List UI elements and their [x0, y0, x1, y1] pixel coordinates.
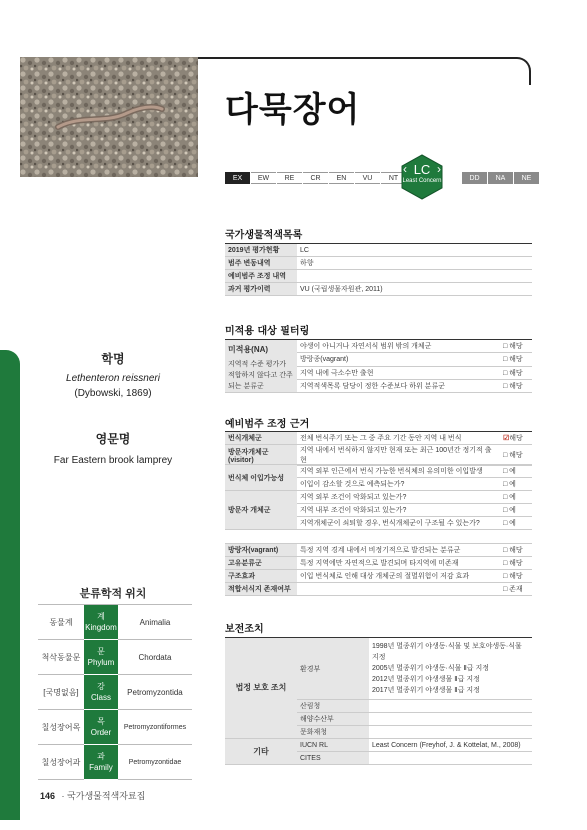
row-label: IUCN RL: [297, 739, 369, 752]
filter-table: [225, 339, 532, 393]
side-tab: [0, 350, 20, 820]
status-ex: EX: [225, 172, 250, 184]
row-value: [369, 700, 532, 713]
checkbox[interactable]: □ 해당: [500, 557, 532, 570]
conservation-table: [225, 637, 532, 765]
national-list-title: 국가생물적색목록: [225, 230, 303, 241]
extra-table: [225, 543, 532, 596]
row-label: 방랑자(vagrant): [225, 544, 297, 557]
scientific-name-label: 학명: [101, 352, 125, 366]
status-dd: DD: [462, 172, 487, 184]
table-row: [225, 557, 532, 570]
row-label: 과거 평가이력: [225, 283, 297, 296]
rank-en: Family: [89, 763, 113, 772]
page-number: 146: [40, 791, 56, 801]
row-text: 방랑종(vagrant): [297, 353, 500, 366]
row-value: Least Concern (Freyhof, J. & Kottelat, M., 2008): [369, 739, 532, 752]
row-text: 전체 번식주기 또는 그 중 주요 기간 동안 지역 내 번식: [297, 432, 500, 445]
table-row: [225, 491, 532, 504]
rank-ko: 강: [97, 682, 105, 691]
immigration-label: 번식체 이입가능성: [225, 465, 297, 491]
checkbox[interactable]: □ 해당: [500, 353, 532, 366]
page-title: 다묵장어: [225, 90, 361, 130]
adjust-table: [225, 431, 532, 466]
row-text: 특정 지역에만 자연적으로 발견되며 타지역에 미존재: [297, 557, 500, 570]
row-label: 예비범주 조정 내역: [225, 270, 297, 283]
checkbox[interactable]: □ 존재: [500, 583, 532, 596]
header-frame-line: [198, 57, 531, 85]
taxonomy-row: [38, 605, 192, 640]
checkbox-checked[interactable]: [500, 432, 532, 445]
row-text: 지역 외부 인근에서 번식 가능한 번식체의 유의미한 이입발생: [297, 465, 500, 478]
row-label: 범주 변동내역: [225, 257, 297, 270]
env-label: 환경부: [297, 638, 369, 700]
status-lc-code: LC: [413, 162, 431, 177]
taxonomy-rank: [84, 675, 118, 710]
row-text: 지역 내에 극소수만 출현: [297, 366, 500, 379]
checkbox[interactable]: □ 해당: [500, 366, 532, 379]
checkbox[interactable]: □ 해당: [500, 445, 532, 466]
row-value: 하향: [297, 257, 532, 270]
status-nt: NT: [381, 172, 406, 184]
chevron-right-icon: ›: [437, 162, 441, 176]
row-label: 구조효과: [225, 570, 297, 583]
scientific-name-block: [38, 350, 188, 399]
visitor-label: 방문자 개체군: [225, 491, 297, 530]
footer-dot: ·: [61, 791, 65, 801]
taxonomy-rank: [84, 710, 118, 745]
checkbox[interactable]: □ 예: [500, 491, 532, 504]
national-list-table: [225, 243, 532, 296]
status-lc-label: Least Concern: [402, 178, 442, 184]
taxonomy-row: [38, 710, 192, 745]
taxonomy-title: 분류학적 위치: [79, 588, 147, 600]
status-ew: EW: [251, 172, 276, 184]
filter-side: [225, 340, 297, 393]
row-label: 문화재청: [297, 726, 369, 739]
row-text: 특정 지역 경계 내에서 비정기적으로 발견되는 분류군: [297, 544, 500, 557]
chevron-left-icon: ‹: [403, 162, 407, 176]
row-text: 지역 내부 조건이 악화되고 있는가?: [297, 504, 500, 517]
checkbox[interactable]: □ 예: [500, 478, 532, 491]
legal-label: 법정 보호 조치: [225, 638, 297, 739]
status-vu: VU: [355, 172, 380, 184]
status-category-bar: [225, 172, 540, 184]
taxonomy-ko: [국명없음]: [38, 675, 84, 710]
rank-en: Order: [90, 728, 112, 737]
species-photo: [20, 57, 198, 177]
row-value: [297, 270, 532, 283]
filter-title: 미적용 대상 필터링: [225, 326, 310, 337]
hexagon-icon: [399, 154, 445, 200]
table-row: [225, 432, 532, 445]
row-text: 지역적색목록 담당이 정한 수준보다 하위 분류군: [297, 379, 500, 392]
checkbox[interactable]: □ 예: [500, 517, 532, 530]
taxonomy-row: [38, 640, 192, 675]
filter-side-head: 미적용(NA): [228, 345, 269, 354]
table-row: [225, 270, 532, 283]
checkbox[interactable]: □ 해당: [500, 570, 532, 583]
env-line: 2017년 멸종위기 야생생물 Ⅱ급 지정: [372, 687, 480, 694]
taxonomy-value: Animalia: [118, 605, 192, 640]
row-value: VU (국립생물자원관, 2011): [297, 283, 532, 296]
row-value: [369, 726, 532, 739]
taxonomy-ko: 칠성장어목: [38, 710, 84, 745]
table-row: [225, 340, 532, 353]
env-line: 2005년 멸종위기 야생동·식물 Ⅱ급 지정: [372, 665, 490, 672]
table-row: [225, 445, 532, 466]
scientific-name: Lethenteron reissneri: [66, 373, 160, 384]
taxonomy-value: Petromyzontidae: [118, 745, 192, 780]
row-label: 번식개체군: [225, 432, 297, 445]
row-text: 야생이 아니거나 자연서식 범위 밖의 개체군: [297, 340, 500, 353]
row-text: 이입이 감소할 것으로 예측되는가?: [297, 478, 500, 491]
row-text: 이입 번식체로 인해 대상 개체군의 절멸위험이 저감 효과: [297, 570, 500, 583]
rank-ko: 문: [97, 647, 105, 656]
table-row: [225, 257, 532, 270]
taxonomy-rank: [84, 605, 118, 640]
checkbox[interactable]: □ 예: [500, 465, 532, 478]
filter-side-text: 지역적 수준 평가가 적합하지 않다고 간주되는 분류군: [228, 361, 293, 390]
table-row: [225, 638, 532, 700]
row-label: 해양수산부: [297, 713, 369, 726]
status-na: NA: [488, 172, 513, 184]
row-value: LC: [297, 244, 532, 257]
row-label: 방문자개체군(visitor): [225, 445, 297, 466]
rank-en: Phylum: [87, 658, 115, 667]
env-line: 2012년 멸종위기 야생생물 Ⅱ급 지정: [372, 676, 480, 683]
row-value: [369, 713, 532, 726]
taxonomy-value: Chordata: [118, 640, 192, 675]
rank-ko: 목: [97, 717, 105, 726]
env-line: 1998년 멸종위기 야생동·식물 및 보호야생동·식물 지정: [372, 643, 522, 661]
page-footer: [40, 789, 145, 802]
english-name: Far Eastern brook lamprey: [53, 455, 173, 466]
taxonomy-ko: 척삭동물문: [38, 640, 84, 675]
rank-en: Class: [90, 693, 111, 702]
table-row: [225, 244, 532, 257]
taxonomy-table: [38, 604, 192, 780]
table-row: [225, 283, 532, 296]
status-lc-badge: [399, 154, 445, 200]
row-value: [369, 752, 532, 765]
taxonomy-row: [38, 675, 192, 710]
table-row: [225, 465, 532, 478]
status-cr: CR: [303, 172, 328, 184]
immigration-table: [225, 464, 532, 530]
taxonomy-ko: 칠성장어과: [38, 745, 84, 780]
status-ne: NE: [514, 172, 539, 184]
checkmark-icon: ☑: [503, 435, 510, 442]
checkbox[interactable]: □ 해당: [500, 379, 532, 392]
row-label: 2019년 평가현황: [225, 244, 297, 257]
checkbox[interactable]: □ 해당: [500, 544, 532, 557]
rank-en: Kingdom: [85, 623, 117, 632]
taxonomy-rank: [84, 640, 118, 675]
status-en: EN: [329, 172, 354, 184]
taxonomy-row: [38, 745, 192, 780]
taxonomy-ko: 동물계: [38, 605, 84, 640]
taxonomy-rank: [84, 745, 118, 780]
checkbox-label: 해당: [509, 435, 523, 442]
row-label: 적합서식지 존재여부: [225, 583, 297, 596]
rank-ko: 과: [97, 752, 105, 761]
row-text: 지역개체군이 쇠퇴할 경우, 번식개체군이 구조될 수 있는가?: [297, 517, 500, 530]
english-name-label: 영문명: [95, 432, 131, 446]
row-text: 지역 내에서 번식하지 않지만 현재 또는 최근 100년간 정기적 출현: [297, 445, 500, 466]
rank-ko: 계: [97, 612, 105, 621]
taxonomy-value: Petromyzontida: [118, 675, 192, 710]
table-row: [225, 583, 532, 596]
adjust-title: 예비범주 조정 근거: [225, 419, 310, 430]
row-text: 지역 외부 조건이 악화되고 있는가?: [297, 491, 500, 504]
row-label: 고유분류군: [225, 557, 297, 570]
book-title: 국가생물적색자료집: [67, 791, 146, 801]
taxonomy-value: Petromyzontiformes: [118, 710, 192, 745]
row-label: CITES: [297, 752, 369, 765]
english-name-block: [38, 430, 188, 466]
etc-label: 기타: [225, 739, 297, 765]
checkbox[interactable]: □ 해당: [500, 340, 532, 353]
scientific-author: (Dybowski, 1869): [74, 388, 152, 399]
row-text: [297, 583, 500, 596]
table-row: [225, 739, 532, 752]
row-label: 산림청: [297, 700, 369, 713]
checkbox[interactable]: □ 예: [500, 504, 532, 517]
env-lines: [369, 638, 532, 700]
status-re: RE: [277, 172, 302, 184]
table-row: [225, 570, 532, 583]
conservation-title: 보전조치: [225, 624, 264, 635]
table-row: [225, 544, 532, 557]
